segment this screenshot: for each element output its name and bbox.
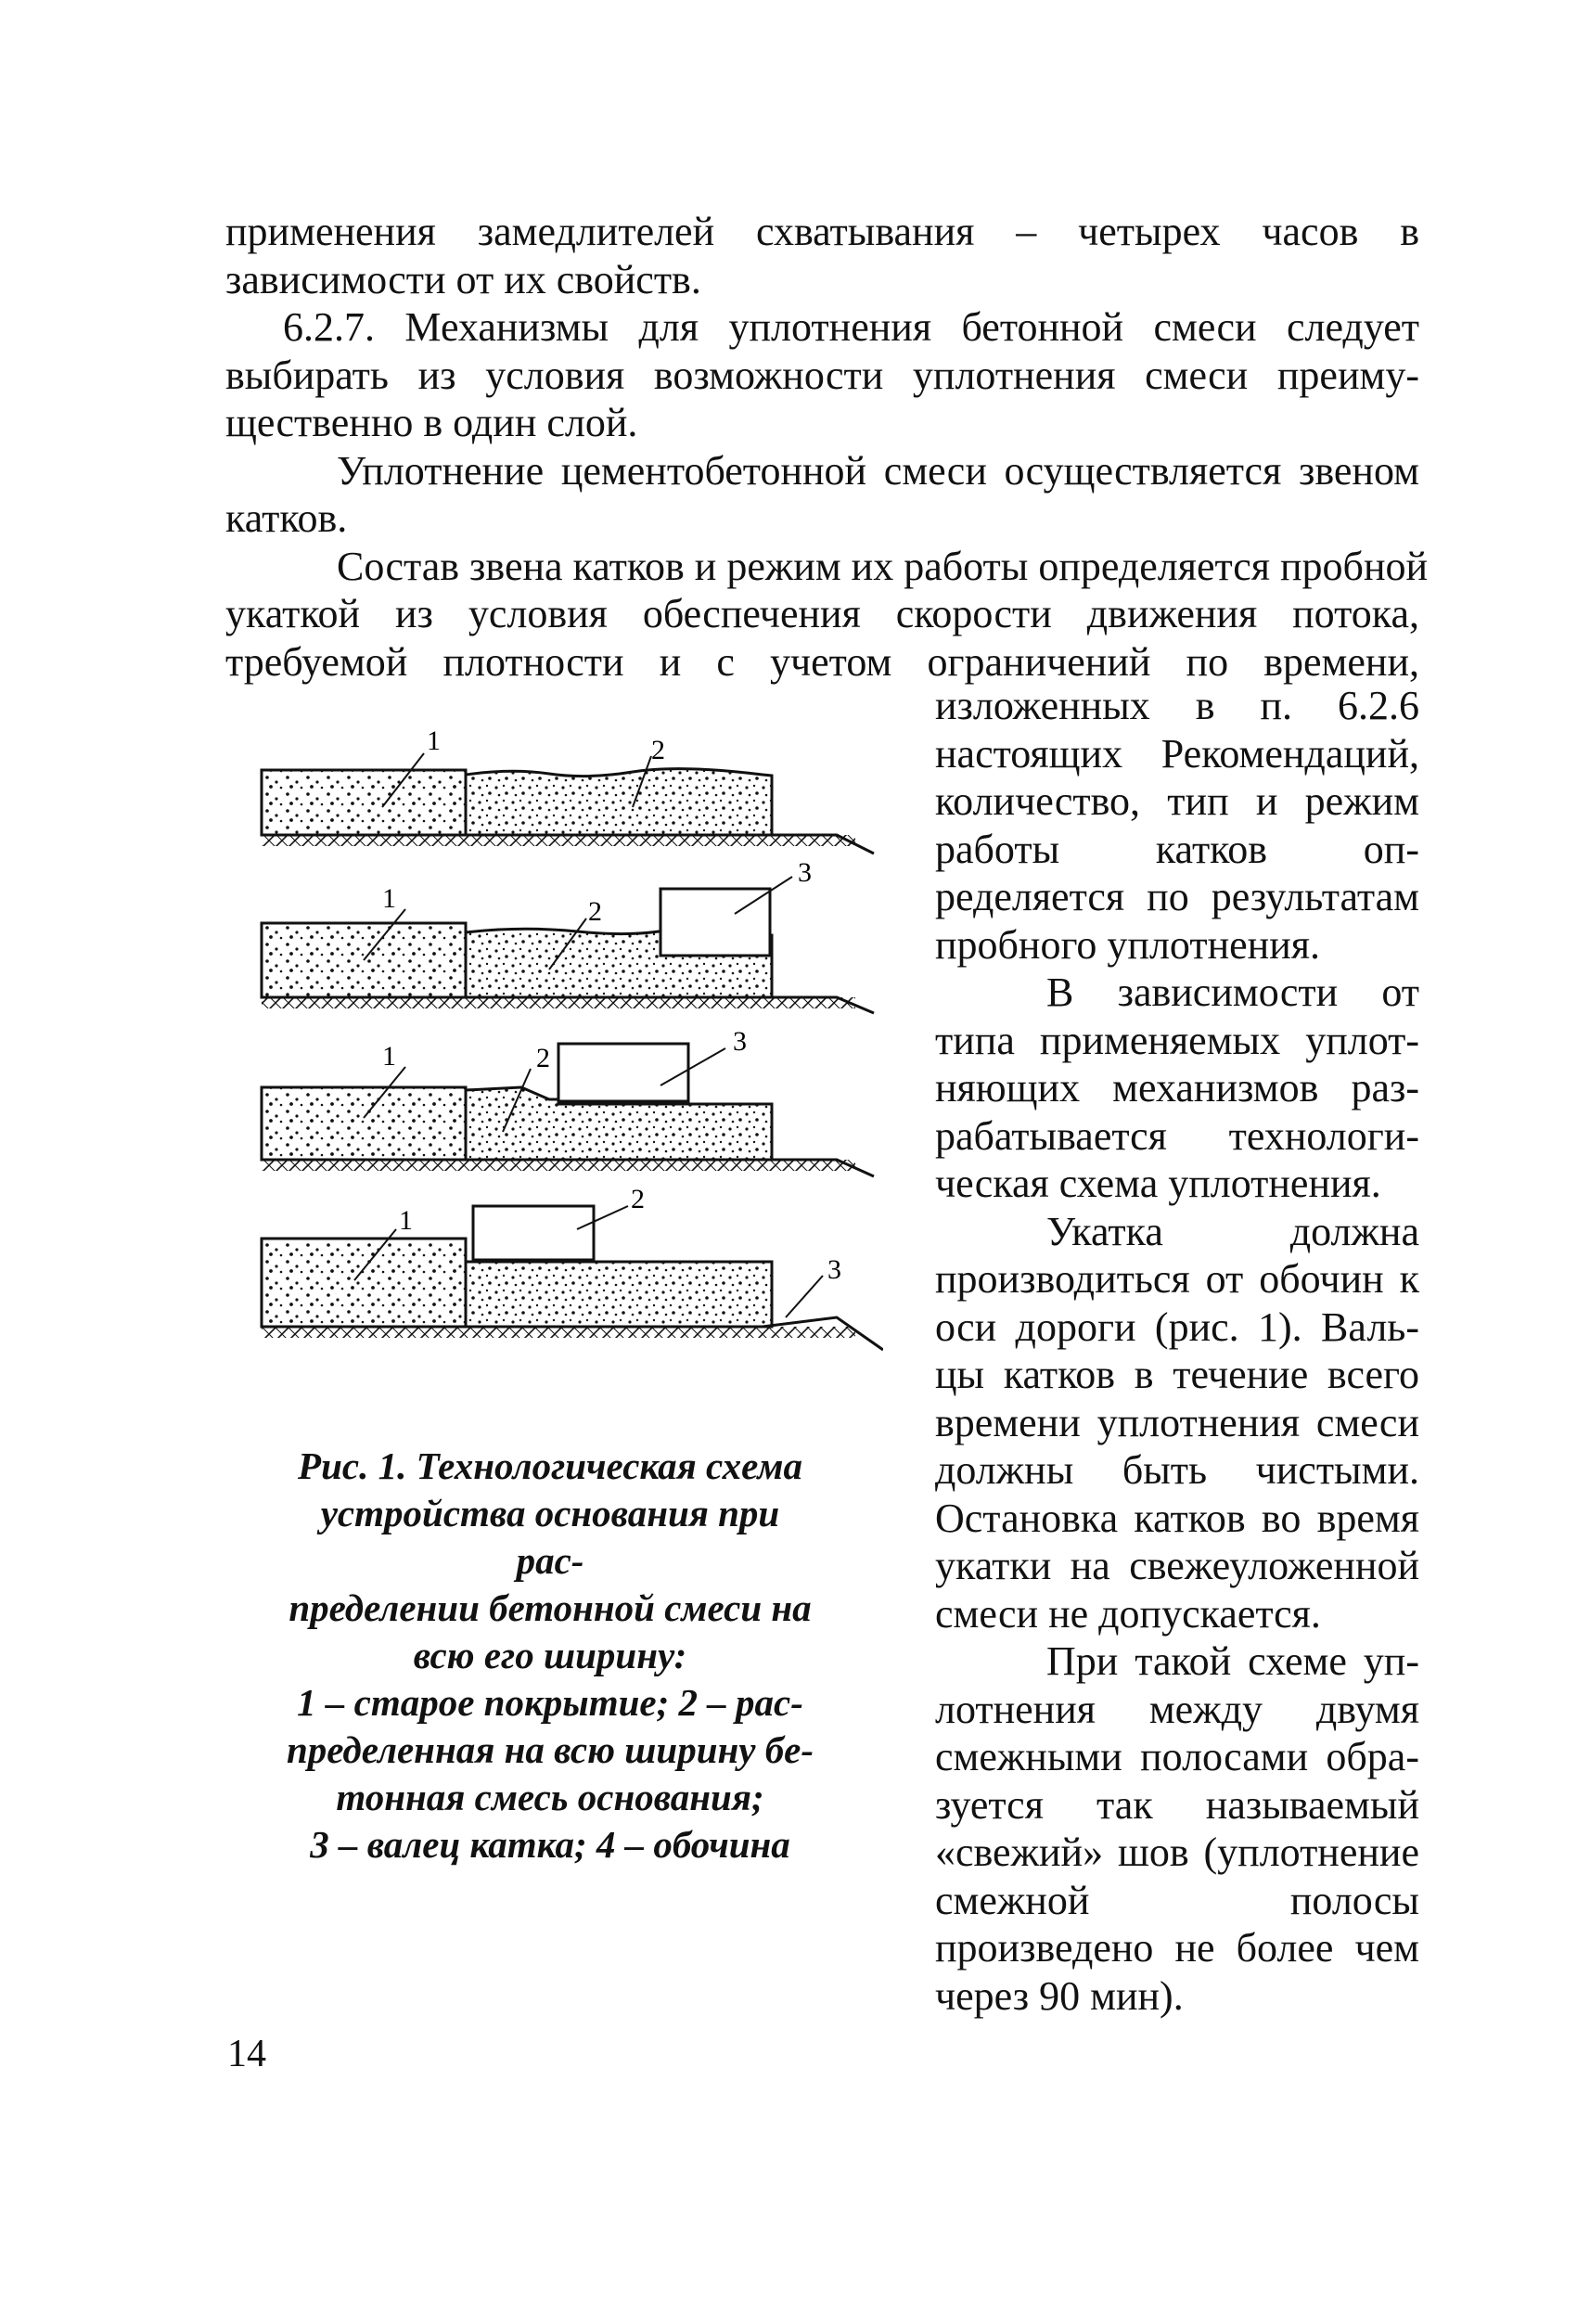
caption-line: 1 – старое покрытие; 2 – рас- — [297, 1681, 803, 1724]
figure-label: 3 — [733, 1026, 747, 1057]
text-line: зависимости от их свойств. — [225, 256, 701, 302]
text-line: требуемой плотности и с учетом ограничений по времени, — [225, 638, 1419, 685]
text-line: оси дороги (рис. 1). Валь- — [935, 1303, 1419, 1350]
caption-line: пределенная на всю ширину бе- — [286, 1728, 814, 1771]
text-line: ределяется по результатам — [935, 874, 1419, 919]
text-line: В зависимости от — [1046, 969, 1419, 1015]
text-line: укаткой из условия обеспечения скорости движения потока, — [225, 591, 1419, 636]
text-line: Остановка катков во время — [935, 1495, 1419, 1541]
text-line: лотнения между двумя — [935, 1686, 1419, 1732]
concrete-mix — [466, 1262, 772, 1327]
text-line: смеси не допускается. — [935, 1590, 1321, 1637]
scheme-row-3 — [262, 1026, 874, 1176]
caption-line: тонная смесь основания; — [336, 1776, 764, 1818]
caption-line: пределении бетонной смеси на — [289, 1586, 812, 1629]
text-line: щественно в один слой. — [225, 400, 638, 445]
text-line: катков. — [225, 495, 348, 541]
figure-label: 3 — [827, 1254, 841, 1285]
text-line: должны быть чистыми. — [935, 1447, 1419, 1493]
caption-line: 3 – валец катка; 4 – обочина — [310, 1823, 790, 1866]
text-line: Уплотнение цементобетонной смеси осуществляется звеном — [337, 447, 1419, 494]
subgrade-hatch — [262, 1327, 855, 1338]
figure-label: 2 — [588, 896, 602, 927]
text-line: выбирать из условия возможности уплотнения смеси преиму- — [225, 352, 1419, 398]
caption-line: рас- — [516, 1539, 584, 1582]
text-line: рабатывается технологи- — [935, 1112, 1419, 1159]
subgrade-hatch — [262, 835, 855, 846]
figure-label: 1 — [399, 1205, 413, 1236]
caption-line: всю его ширину: — [413, 1634, 687, 1676]
text-line: При такой схеме уп- — [1046, 1638, 1419, 1684]
roller-drum — [660, 889, 770, 956]
figure-label: 1 — [382, 1041, 396, 1072]
figure-label: 2 — [651, 735, 665, 765]
text-line: смежными полосами обра- — [935, 1734, 1419, 1779]
scheme-row-2 — [262, 857, 874, 1013]
text-line: применения замедлителей схватывания – четырех часов в — [225, 209, 1419, 254]
text-line: изложенных в п. 6.2.6 — [935, 683, 1419, 728]
text-line: произведено не более чем — [935, 1925, 1419, 1971]
subgrade-hatch — [262, 997, 855, 1008]
figure-label: 1 — [427, 725, 441, 756]
text-line: работы катков оп- — [935, 826, 1419, 872]
scheme-row-1 — [262, 725, 874, 854]
caption-line: Рис. 1. Технологическая схема — [298, 1444, 802, 1487]
text-line: смежной полосы — [935, 1877, 1419, 1923]
figure-label: 2 — [536, 1043, 550, 1073]
text-line: количество, тип и режим — [935, 778, 1419, 824]
text-line: пробного уплотнения. — [935, 921, 1320, 968]
roller-drum — [558, 1044, 688, 1101]
roller-drum — [473, 1206, 594, 1260]
old-pavement — [262, 770, 466, 835]
figure-label: 3 — [798, 857, 812, 888]
figure-label: 2 — [631, 1184, 645, 1214]
subgrade-hatch — [262, 1160, 855, 1171]
text-line: настоящих Рекомендаций, — [935, 730, 1419, 777]
figure-label: 1 — [382, 883, 396, 914]
text-line: цы катков в течение всего — [935, 1352, 1419, 1397]
old-pavement — [262, 1239, 466, 1327]
text-line: няющих механизмов раз- — [935, 1065, 1419, 1111]
text-line: Состав звена катков и режим их работы определяется пробной — [337, 543, 1429, 589]
text-line: через 90 мин). — [935, 1972, 1184, 2019]
scheme-row-4 — [262, 1184, 883, 1350]
old-pavement — [262, 1087, 466, 1160]
caption-line: устройства основания при — [320, 1492, 780, 1534]
text-line: 6.2.7. Механизмы для уплотнения бетонной смеси следует — [283, 304, 1419, 350]
text-line: «свежий» шов (уплотнение — [935, 1830, 1419, 1875]
text-line: ческая схема уплотнения. — [935, 1161, 1381, 1206]
text-line: типа применяемых уплот- — [935, 1017, 1419, 1063]
technological-scheme-figure — [243, 724, 883, 1373]
text-line: времени уплотнения смеси — [935, 1399, 1419, 1445]
text-line: укатки на свежеуложенной — [935, 1543, 1419, 1588]
text-line: производиться от обочин к — [935, 1256, 1419, 1302]
text-line: зуется так называемый — [935, 1781, 1419, 1828]
right-column-text — [935, 682, 1419, 2020]
page-number: 14 — [227, 2033, 266, 2075]
figure-caption — [225, 1443, 875, 1868]
top-paragraph — [225, 208, 1429, 686]
concrete-mix — [466, 769, 772, 835]
text-line: Укатка должна — [1046, 1208, 1419, 1254]
